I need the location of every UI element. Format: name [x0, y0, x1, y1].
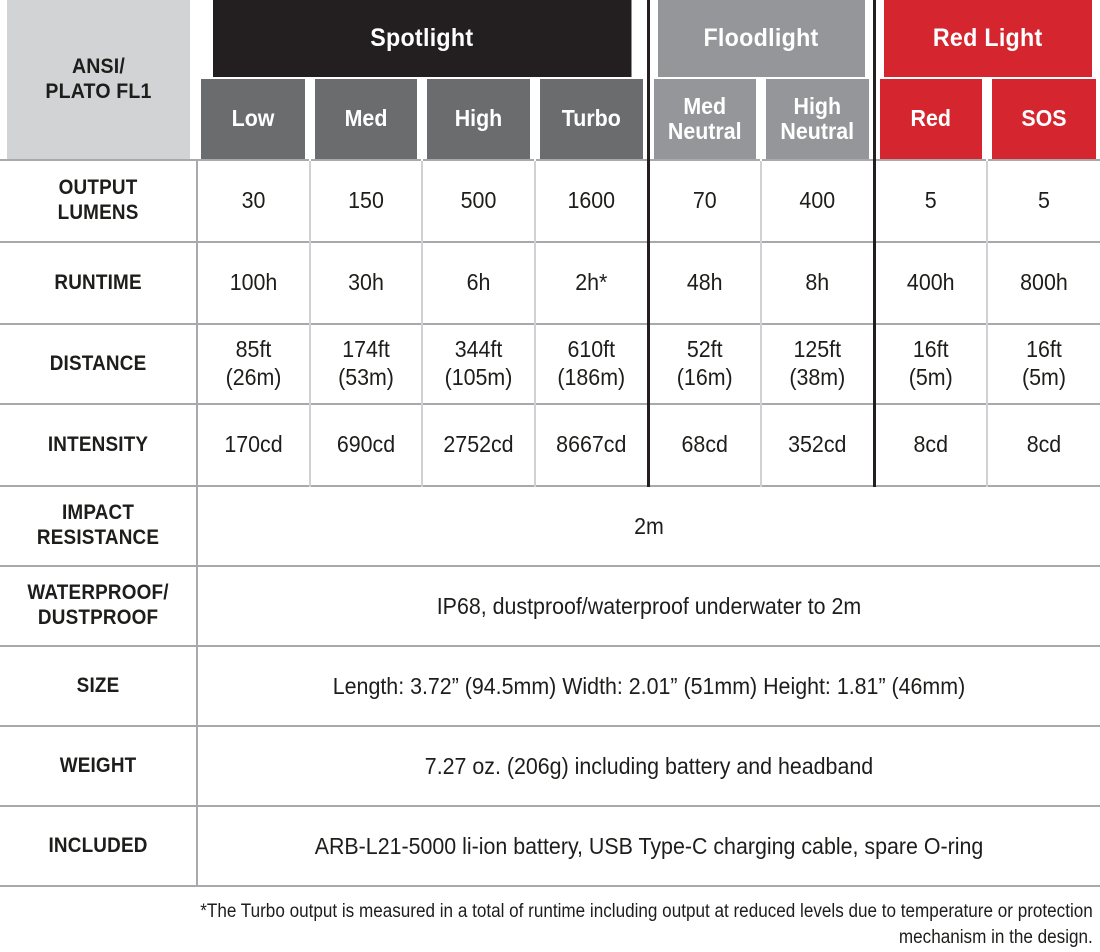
- cell-runtime-turbo: 2h*: [539, 242, 644, 324]
- header-group-row: [0, 0, 1100, 78]
- cell-runtime-high-neutral: 8h: [765, 242, 870, 324]
- row-label-impact-resistance: [10, 486, 187, 566]
- mode-header-turbo-line1: Turbo: [561, 105, 621, 132]
- corner-ansi-plato-cell: [7, 0, 190, 160]
- cell-intensity-high: 2752cd: [426, 404, 531, 486]
- table-row-impact-resistance: [0, 486, 1100, 566]
- table-row-runtime: [0, 242, 1100, 324]
- row-label-distance-line1: DISTANCE: [49, 351, 147, 375]
- cell-intensity-sos: 8cd: [991, 404, 1096, 486]
- table-row-waterproof-dustproof: [0, 566, 1100, 646]
- group-header-redlight-label: Red Light: [932, 24, 1043, 52]
- row-label-impact-resistance-line1: IMPACT: [61, 501, 135, 525]
- row-label-size-line1: SIZE: [76, 673, 120, 697]
- mode-header-high-line1: High: [454, 105, 503, 132]
- cell-runtime-low: 100h: [201, 242, 306, 324]
- table-row-intensity: [0, 404, 1100, 486]
- group-header-floodlight-label: Floodlight: [703, 24, 819, 52]
- cell-distance-red: [878, 324, 983, 404]
- footnote-line2: mechanism in the design.: [898, 926, 1093, 948]
- cell-distance-high-m: (105m): [444, 364, 513, 390]
- cell-distance-high: [426, 324, 531, 404]
- cell-distance-low: [201, 324, 306, 404]
- footnote: [110, 887, 1100, 950]
- corner-label-line1: ANSI/: [71, 54, 126, 78]
- cell-waterproof-dustproof-value: IP68, dustproof/waterproof underwater to 2m: [229, 566, 1069, 646]
- mode-header-high-neutral: [765, 78, 870, 160]
- mode-header-low-line1: Low: [231, 105, 275, 132]
- row-label-output-lumens: [10, 160, 187, 242]
- table-row-distance: [0, 324, 1100, 404]
- mode-header-low: [201, 78, 306, 160]
- row-label-size: [10, 646, 187, 726]
- cell-intensity-red: 8cd: [878, 404, 983, 486]
- mode-header-med-neutral-line2: Neutral: [667, 118, 742, 144]
- cell-distance-sos-m: (5m): [1022, 364, 1066, 390]
- table-row-included: [0, 806, 1100, 886]
- table-row-size: [0, 646, 1100, 726]
- corner-label-line2: PLATO FL1: [45, 79, 152, 103]
- cell-output-lumens-high: 500: [426, 160, 531, 242]
- table-row-output-lumens: [0, 160, 1100, 242]
- row-label-waterproof-dustproof-line2: DUSTPROOF: [37, 606, 159, 629]
- table-row-weight: [0, 726, 1100, 806]
- row-label-weight: [10, 726, 187, 806]
- cell-intensity-high-neutral: 352cd: [765, 404, 870, 486]
- cell-distance-low-m: (26m): [225, 364, 282, 390]
- cell-size-value: Length: 3.72” (94.5mm) Width: 2.01” (51mm) Height: 1.81” (46mm): [229, 646, 1069, 726]
- mode-header-med-line1: Med: [344, 105, 388, 132]
- cell-distance-high-neutral-ft: 125ft: [793, 336, 842, 363]
- cell-output-lumens-med-neutral: 70: [652, 160, 757, 242]
- row-label-impact-resistance-line2: RESISTANCE: [36, 526, 160, 549]
- cell-distance-turbo-ft: 610ft: [567, 336, 616, 363]
- row-label-runtime: [10, 242, 187, 324]
- cell-intensity-turbo: 8667cd: [539, 404, 644, 486]
- cell-weight-value: 7.27 oz. (206g) including battery and headband: [229, 726, 1069, 806]
- cell-runtime-red: 400h: [878, 242, 983, 324]
- cell-output-lumens-high-neutral: 400: [765, 160, 870, 242]
- cell-distance-sos-ft: 16ft: [1026, 336, 1062, 363]
- cell-runtime-med: 30h: [314, 242, 418, 324]
- cell-output-lumens-red: 5: [878, 160, 983, 242]
- row-label-intensity: [10, 404, 187, 486]
- row-label-waterproof-dustproof: [10, 566, 187, 646]
- cell-distance-red-m: (5m): [908, 364, 953, 390]
- footnote-line1: *The Turbo output is measured in a total of runtime including output at reduced levels due to temperature or protection: [200, 901, 1093, 922]
- cell-distance-med-neutral-ft: 52ft: [686, 336, 723, 363]
- mode-header-sos: [991, 78, 1096, 160]
- cell-distance-red-ft: 16ft: [912, 336, 949, 363]
- row-label-waterproof-dustproof-line1: WATERPROOF/: [27, 581, 169, 605]
- row-label-intensity-line1: INTENSITY: [47, 432, 149, 456]
- cell-distance-turbo-m: (186m): [557, 364, 626, 390]
- cell-intensity-med-neutral: 68cd: [652, 404, 757, 486]
- cell-included-value: ARB-L21-5000 li-ion battery, USB Type-C charging cable, spare O-ring: [229, 806, 1069, 886]
- row-label-runtime-line1: RUNTIME: [54, 270, 142, 294]
- cell-distance-med-ft: 174ft: [342, 336, 390, 363]
- cell-distance-low-ft: 85ft: [235, 336, 272, 363]
- row-label-output-lumens-line1: OUTPUT: [58, 176, 138, 200]
- cell-distance-high-neutral: [765, 324, 870, 404]
- mode-header-high: [426, 78, 531, 160]
- cell-runtime-med-neutral: 48h: [652, 242, 757, 324]
- mode-header-red-line1: Red: [910, 105, 951, 132]
- group-header-floodlight: [656, 0, 866, 78]
- row-label-included-line1: INCLUDED: [48, 833, 148, 857]
- mode-header-red: [878, 78, 983, 160]
- cell-distance-high-ft: 344ft: [454, 336, 503, 363]
- cell-output-lumens-sos: 5: [991, 160, 1096, 242]
- cell-distance-med-neutral: [652, 324, 757, 404]
- cell-distance-med-m: (53m): [338, 364, 394, 390]
- group-header-spotlight: [213, 0, 632, 78]
- cell-distance-med: [314, 324, 418, 404]
- cell-intensity-low: 170cd: [201, 404, 306, 486]
- row-label-included: [10, 806, 187, 886]
- row-label-distance: [10, 324, 187, 404]
- cell-distance-sos: [991, 324, 1096, 404]
- mode-header-med: [314, 78, 418, 160]
- cell-distance-high-neutral-m: (38m): [789, 364, 846, 390]
- row-label-weight-line1: WEIGHT: [59, 753, 137, 777]
- mode-header-high-neutral-line1: High: [793, 92, 842, 119]
- group-header-redlight: [882, 0, 1092, 78]
- cell-output-lumens-turbo: 1600: [539, 160, 644, 242]
- cell-runtime-sos: 800h: [991, 242, 1096, 324]
- mode-header-sos-line1: SOS: [1021, 105, 1067, 132]
- mode-header-med-neutral: [652, 78, 757, 160]
- mode-header-med-neutral-line1: Med: [683, 92, 727, 119]
- cell-intensity-med: 690cd: [314, 404, 418, 486]
- group-header-spotlight-label: Spotlight: [370, 24, 474, 52]
- cell-distance-med-neutral-m: (16m): [676, 364, 733, 390]
- mode-header-turbo: [539, 78, 644, 160]
- row-label-output-lumens-line2: LUMENS: [57, 201, 139, 224]
- cell-output-lumens-low: 30: [201, 160, 306, 242]
- mode-header-high-neutral-line2: Neutral: [780, 118, 855, 144]
- cell-runtime-high: 6h: [426, 242, 531, 324]
- cell-distance-turbo: [539, 324, 644, 404]
- cell-impact-resistance-value: 2m: [229, 486, 1069, 566]
- cell-output-lumens-med: 150: [314, 160, 418, 242]
